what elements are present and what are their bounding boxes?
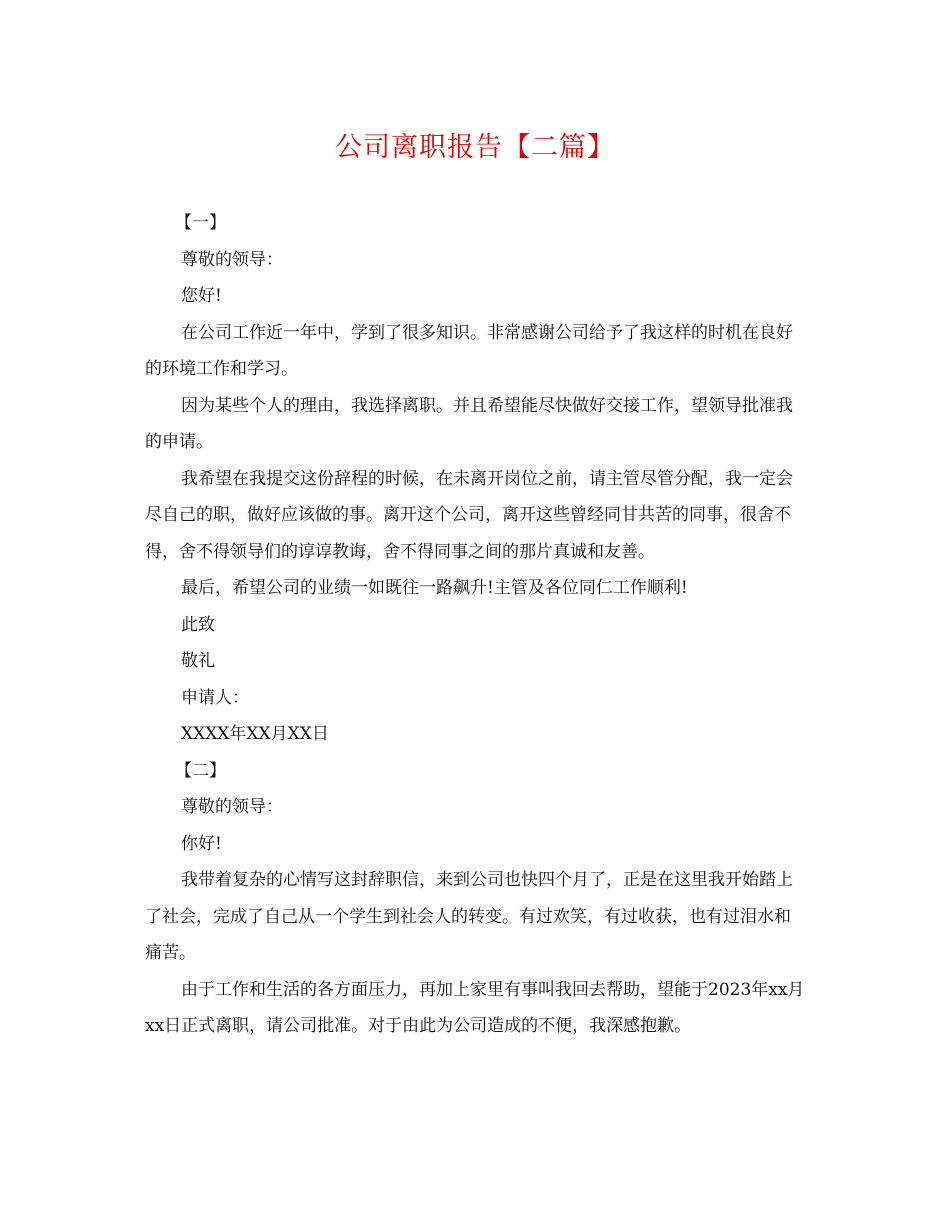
paragraph: 最后，希望公司的业绩一如既往一路飙升!主管及各位同仁工作顺利! — [181, 578, 688, 598]
salutation-2: 尊敬的领导： — [181, 797, 283, 817]
greeting-2: 你好! — [181, 833, 222, 854]
paragraph: 我带着复杂的心情写这封辞职信，来到公司也快四个月了，正是在这里我开始踏上了社会，完成了自己从一个学生到社会人的转变。有过欢笑，有过收获，也有过泪水和痛苦。 — [145, 870, 793, 963]
date-line: XXXX年XX月XX日 — [181, 724, 329, 744]
section-heading-2: 【二】 — [175, 760, 226, 781]
salutation-1: 尊敬的领导： — [181, 249, 283, 270]
section-heading-1: 【一】 — [175, 213, 226, 233]
closing-line-2: 敬礼 — [181, 651, 215, 671]
closing-line-1: 此致 — [181, 614, 215, 635]
greeting-1: 您好! — [181, 286, 222, 306]
paragraph: 我希望在我提交这份辞程的时候，在未离开岗位之前，请主管尽管分配，我一定会尽自己的职，做好应该做的事。离开这个公司，离开这些曾经同甘共苦的同事，很舍不得，舍不得领导们的谆谆教诲，舍不得同事之间的那片真诚和友善。 — [145, 468, 793, 562]
document-body — [145, 205, 805, 1045]
paragraph: 由于工作和生活的各方面压力，再加上家里有事叫我回去帮助，望能于2023年xx月xx日正式离职，请公司批准。对于由此为公司造成的不便，我深感抱歉。 — [145, 979, 805, 1036]
applicant-line: 申请人： — [181, 687, 249, 708]
paragraph: 因为某些个人的理由，我选择离职。并且希望能尽快做好交接工作，望领导批准我的申请。 — [145, 395, 793, 452]
document-title: 公司离职报告【二篇】 — [335, 132, 615, 163]
paragraph: 在公司工作近一年中，学到了很多知识。非常感谢公司给予了我这样的时机在良好的环境工作和学习。 — [145, 322, 793, 379]
